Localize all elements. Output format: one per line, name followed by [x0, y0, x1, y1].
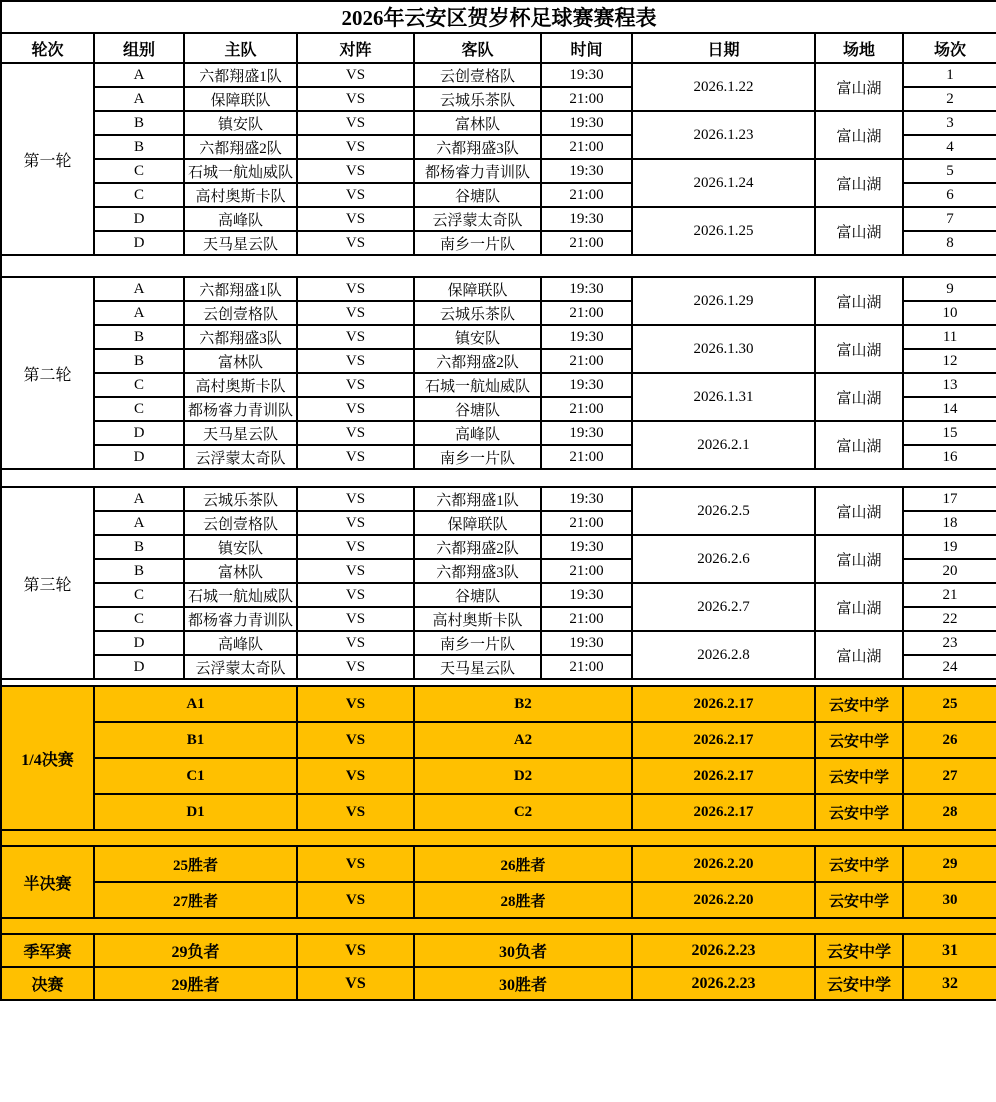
away-team-cell: 六都翔盛1队: [414, 487, 541, 511]
spacer-row: [1, 469, 996, 487]
away-team-cell: 六都翔盛2队: [414, 535, 541, 559]
vs-label: VS: [297, 583, 414, 607]
vs-label: VS: [297, 846, 414, 882]
stage-label: 季军赛: [1, 934, 94, 967]
time-cell: 21:00: [541, 607, 632, 631]
vs-label: VS: [297, 967, 414, 1000]
venue-cell: 云安中学: [815, 967, 903, 1000]
date-cell: 2026.2.23: [632, 934, 815, 967]
home-team-cell: 27胜者: [94, 882, 297, 918]
column-header-venue: 场地: [815, 33, 903, 63]
match-number-cell: 31: [903, 934, 996, 967]
group-cell: B: [94, 111, 184, 135]
page-title: 2026年云安区贺岁杯足球赛赛程表: [1, 1, 996, 33]
group-cell: A: [94, 87, 184, 111]
column-header-time: 时间: [541, 33, 632, 63]
away-team-cell: 镇安队: [414, 325, 541, 349]
group-cell: B: [94, 325, 184, 349]
away-team-cell: 高峰队: [414, 421, 541, 445]
home-team-cell: 云创壹格队: [184, 301, 297, 325]
vs-label: VS: [297, 277, 414, 301]
away-team-cell: 30负者: [414, 934, 632, 967]
column-header-home: 主队: [184, 33, 297, 63]
date-cell: 2026.2.23: [632, 967, 815, 1000]
venue-cell: 富山湖: [815, 277, 903, 325]
away-team-cell: C2: [414, 794, 632, 830]
match-number-cell: 7: [903, 207, 996, 231]
stage-label: 半决赛: [1, 846, 94, 918]
group-cell: A: [94, 63, 184, 87]
match-number-cell: 3: [903, 111, 996, 135]
venue-cell: 云安中学: [815, 794, 903, 830]
away-team-cell: D2: [414, 758, 632, 794]
date-cell: 2026.1.30: [632, 325, 815, 373]
match-number-cell: 28: [903, 794, 996, 830]
venue-cell: 富山湖: [815, 159, 903, 207]
match-number-cell: 15: [903, 421, 996, 445]
group-cell: D: [94, 231, 184, 255]
away-team-cell: B2: [414, 686, 632, 722]
time-cell: 21:00: [541, 87, 632, 111]
vs-label: VS: [297, 397, 414, 421]
vs-label: VS: [297, 882, 414, 918]
home-team-cell: 六都翔盛1队: [184, 63, 297, 87]
time-cell: 21:00: [541, 135, 632, 159]
date-cell: 2026.2.6: [632, 535, 815, 583]
away-team-cell: 石城一航灿威队: [414, 373, 541, 397]
venue-cell: 富山湖: [815, 325, 903, 373]
away-team-cell: 天马星云队: [414, 655, 541, 679]
vs-label: VS: [297, 559, 414, 583]
venue-cell: 富山湖: [815, 583, 903, 631]
home-team-cell: C1: [94, 758, 297, 794]
vs-label: VS: [297, 607, 414, 631]
group-cell: B: [94, 349, 184, 373]
group-cell: D: [94, 207, 184, 231]
time-cell: 21:00: [541, 301, 632, 325]
group-cell: D: [94, 421, 184, 445]
group-cell: A: [94, 487, 184, 511]
time-cell: 19:30: [541, 583, 632, 607]
match-number-cell: 27: [903, 758, 996, 794]
match-number-cell: 12: [903, 349, 996, 373]
time-cell: 21:00: [541, 349, 632, 373]
away-team-cell: A2: [414, 722, 632, 758]
group-cell: A: [94, 511, 184, 535]
date-cell: 2026.2.17: [632, 686, 815, 722]
venue-cell: 云安中学: [815, 882, 903, 918]
time-cell: 21:00: [541, 511, 632, 535]
match-number-cell: 22: [903, 607, 996, 631]
vs-label: VS: [297, 231, 414, 255]
group-cell: C: [94, 159, 184, 183]
spacer-row: [1, 918, 996, 934]
match-number-cell: 8: [903, 231, 996, 255]
spacer-row: [1, 830, 996, 846]
vs-label: VS: [297, 487, 414, 511]
venue-cell: 云安中学: [815, 846, 903, 882]
venue-cell: 云安中学: [815, 686, 903, 722]
column-header-group: 组别: [94, 33, 184, 63]
time-cell: 19:30: [541, 631, 632, 655]
home-team-cell: 天马星云队: [184, 231, 297, 255]
vs-label: VS: [297, 934, 414, 967]
vs-label: VS: [297, 301, 414, 325]
time-cell: 21:00: [541, 559, 632, 583]
date-cell: 2026.1.29: [632, 277, 815, 325]
group-cell: D: [94, 631, 184, 655]
date-cell: 2026.1.31: [632, 373, 815, 421]
match-number-cell: 18: [903, 511, 996, 535]
group-cell: B: [94, 535, 184, 559]
time-cell: 19:30: [541, 63, 632, 87]
time-cell: 19:30: [541, 535, 632, 559]
away-team-cell: 南乡一片队: [414, 231, 541, 255]
group-cell: C: [94, 583, 184, 607]
group-cell: B: [94, 559, 184, 583]
group-cell: D: [94, 655, 184, 679]
stage-label: 决赛: [1, 967, 94, 1000]
vs-label: VS: [297, 63, 414, 87]
vs-label: VS: [297, 758, 414, 794]
home-team-cell: 镇安队: [184, 111, 297, 135]
away-team-cell: 南乡一片队: [414, 631, 541, 655]
group-cell: D: [94, 445, 184, 469]
away-team-cell: 26胜者: [414, 846, 632, 882]
away-team-cell: 六都翔盛2队: [414, 349, 541, 373]
venue-cell: 富山湖: [815, 631, 903, 679]
vs-label: VS: [297, 722, 414, 758]
home-team-cell: 云浮蒙太奇队: [184, 445, 297, 469]
vs-label: VS: [297, 794, 414, 830]
home-team-cell: 镇安队: [184, 535, 297, 559]
match-number-cell: 23: [903, 631, 996, 655]
group-cell: A: [94, 301, 184, 325]
group-cell: C: [94, 397, 184, 421]
date-cell: 2026.2.20: [632, 882, 815, 918]
away-team-cell: 云城乐茶队: [414, 87, 541, 111]
match-number-cell: 13: [903, 373, 996, 397]
date-cell: 2026.2.8: [632, 631, 815, 679]
match-number-cell: 1: [903, 63, 996, 87]
vs-label: VS: [297, 655, 414, 679]
away-team-cell: 云城乐茶队: [414, 301, 541, 325]
time-cell: 19:30: [541, 277, 632, 301]
column-header-away: 客队: [414, 33, 541, 63]
time-cell: 19:30: [541, 487, 632, 511]
vs-label: VS: [297, 159, 414, 183]
match-number-cell: 21: [903, 583, 996, 607]
home-team-cell: 高峰队: [184, 207, 297, 231]
date-cell: 2026.2.5: [632, 487, 815, 535]
home-team-cell: 高峰队: [184, 631, 297, 655]
venue-cell: 富山湖: [815, 373, 903, 421]
date-cell: 2026.2.1: [632, 421, 815, 469]
time-cell: 21:00: [541, 397, 632, 421]
time-cell: 19:30: [541, 207, 632, 231]
vs-label: VS: [297, 207, 414, 231]
column-header-date: 日期: [632, 33, 815, 63]
group-cell: C: [94, 183, 184, 207]
home-team-cell: 六都翔盛3队: [184, 325, 297, 349]
away-team-cell: 云创壹格队: [414, 63, 541, 87]
home-team-cell: 六都翔盛2队: [184, 135, 297, 159]
group-cell: C: [94, 607, 184, 631]
match-number-cell: 29: [903, 846, 996, 882]
home-team-cell: 都杨睿力青训队: [184, 607, 297, 631]
home-team-cell: 云创壹格队: [184, 511, 297, 535]
away-team-cell: 28胜者: [414, 882, 632, 918]
home-team-cell: 29胜者: [94, 967, 297, 1000]
home-team-cell: 云城乐茶队: [184, 487, 297, 511]
vs-label: VS: [297, 511, 414, 535]
venue-cell: 云安中学: [815, 934, 903, 967]
match-number-cell: 6: [903, 183, 996, 207]
vs-label: VS: [297, 135, 414, 159]
match-number-cell: 30: [903, 882, 996, 918]
away-team-cell: 保障联队: [414, 511, 541, 535]
away-team-cell: 六都翔盛3队: [414, 559, 541, 583]
match-number-cell: 5: [903, 159, 996, 183]
away-team-cell: 谷塘队: [414, 397, 541, 421]
match-number-cell: 16: [903, 445, 996, 469]
round-label: 第二轮: [1, 277, 94, 469]
vs-label: VS: [297, 421, 414, 445]
date-cell: 2026.2.17: [632, 722, 815, 758]
home-team-cell: B1: [94, 722, 297, 758]
away-team-cell: 谷塘队: [414, 183, 541, 207]
date-cell: 2026.1.22: [632, 63, 815, 111]
venue-cell: 富山湖: [815, 535, 903, 583]
away-team-cell: 富林队: [414, 111, 541, 135]
vs-label: VS: [297, 111, 414, 135]
match-number-cell: 20: [903, 559, 996, 583]
vs-label: VS: [297, 631, 414, 655]
date-cell: 2026.2.20: [632, 846, 815, 882]
date-cell: 2026.2.7: [632, 583, 815, 631]
away-team-cell: 高村奥斯卡队: [414, 607, 541, 631]
match-number-cell: 9: [903, 277, 996, 301]
date-cell: 2026.2.17: [632, 758, 815, 794]
match-number-cell: 4: [903, 135, 996, 159]
time-cell: 19:30: [541, 373, 632, 397]
vs-label: VS: [297, 183, 414, 207]
vs-label: VS: [297, 373, 414, 397]
home-team-cell: D1: [94, 794, 297, 830]
vs-label: VS: [297, 535, 414, 559]
time-cell: 19:30: [541, 159, 632, 183]
venue-cell: 富山湖: [815, 207, 903, 255]
time-cell: 21:00: [541, 655, 632, 679]
match-number-cell: 17: [903, 487, 996, 511]
vs-label: VS: [297, 349, 414, 373]
away-team-cell: 30胜者: [414, 967, 632, 1000]
column-header-no: 场次: [903, 33, 996, 63]
date-cell: 2026.1.25: [632, 207, 815, 255]
home-team-cell: A1: [94, 686, 297, 722]
home-team-cell: 29负者: [94, 934, 297, 967]
column-header-vs: 对阵: [297, 33, 414, 63]
match-number-cell: 26: [903, 722, 996, 758]
away-team-cell: 保障联队: [414, 277, 541, 301]
venue-cell: 富山湖: [815, 63, 903, 111]
time-cell: 21:00: [541, 183, 632, 207]
stage-label: 1/4决赛: [1, 686, 94, 830]
away-team-cell: 都杨睿力青训队: [414, 159, 541, 183]
time-cell: 21:00: [541, 231, 632, 255]
match-number-cell: 10: [903, 301, 996, 325]
venue-cell: 云安中学: [815, 758, 903, 794]
spacer-row: [1, 255, 996, 277]
match-number-cell: 25: [903, 686, 996, 722]
group-cell: B: [94, 135, 184, 159]
date-cell: 2026.1.24: [632, 159, 815, 207]
venue-cell: 富山湖: [815, 487, 903, 535]
home-team-cell: 石城一航灿威队: [184, 159, 297, 183]
home-team-cell: 富林队: [184, 349, 297, 373]
home-team-cell: 石城一航灿威队: [184, 583, 297, 607]
spacer-row: [1, 679, 996, 686]
time-cell: 19:30: [541, 111, 632, 135]
home-team-cell: 天马星云队: [184, 421, 297, 445]
home-team-cell: 高村奥斯卡队: [184, 373, 297, 397]
home-team-cell: 富林队: [184, 559, 297, 583]
match-number-cell: 32: [903, 967, 996, 1000]
time-cell: 19:30: [541, 325, 632, 349]
home-team-cell: 高村奥斯卡队: [184, 183, 297, 207]
time-cell: 21:00: [541, 445, 632, 469]
home-team-cell: 25胜者: [94, 846, 297, 882]
group-cell: A: [94, 277, 184, 301]
home-team-cell: 云浮蒙太奇队: [184, 655, 297, 679]
vs-label: VS: [297, 686, 414, 722]
away-team-cell: 南乡一片队: [414, 445, 541, 469]
match-number-cell: 14: [903, 397, 996, 421]
away-team-cell: 谷塘队: [414, 583, 541, 607]
round-label: 第一轮: [1, 63, 94, 255]
home-team-cell: 六都翔盛1队: [184, 277, 297, 301]
round-label: 第三轮: [1, 487, 94, 679]
home-team-cell: 都杨睿力青训队: [184, 397, 297, 421]
match-number-cell: 2: [903, 87, 996, 111]
home-team-cell: 保障联队: [184, 87, 297, 111]
match-number-cell: 24: [903, 655, 996, 679]
away-team-cell: 六都翔盛3队: [414, 135, 541, 159]
match-number-cell: 11: [903, 325, 996, 349]
column-header-round: 轮次: [1, 33, 94, 63]
venue-cell: 富山湖: [815, 111, 903, 159]
date-cell: 2026.1.23: [632, 111, 815, 159]
match-number-cell: 19: [903, 535, 996, 559]
venue-cell: 富山湖: [815, 421, 903, 469]
date-cell: 2026.2.17: [632, 794, 815, 830]
venue-cell: 云安中学: [815, 722, 903, 758]
time-cell: 19:30: [541, 421, 632, 445]
vs-label: VS: [297, 445, 414, 469]
vs-label: VS: [297, 87, 414, 111]
group-cell: C: [94, 373, 184, 397]
away-team-cell: 云浮蒙太奇队: [414, 207, 541, 231]
vs-label: VS: [297, 325, 414, 349]
